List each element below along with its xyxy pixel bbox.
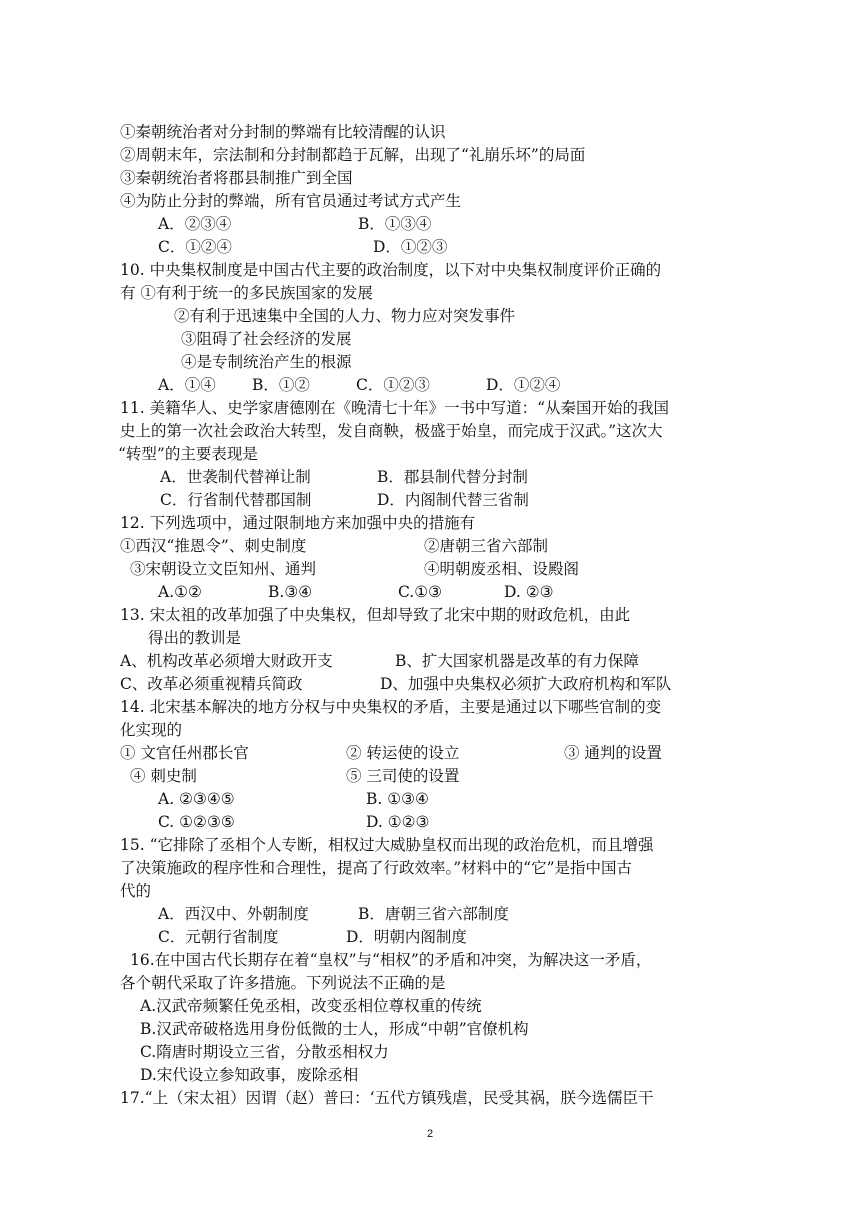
- text-line: C．行省制代替郡国制: [160, 491, 312, 509]
- text-line: D.宋代设立参知政事，废除丞相: [140, 1066, 359, 1084]
- text-line: ③阻碍了社会经济的发展: [181, 330, 352, 348]
- text-line: D. ①②③: [366, 813, 430, 831]
- text-line: A．②③④: [158, 215, 232, 233]
- text-line: ②周朝末年，宗法制和分封制都趋于瓦解，出现了“礼崩乐坏”的局面: [120, 146, 586, 164]
- text-line: 得出的教训是: [148, 629, 242, 647]
- text-line: D、加强中央集权必须扩大政府机构和军队: [380, 675, 672, 693]
- text-line: ⑤ 三司使的设置: [346, 767, 460, 785]
- text-line: ②有利于迅速集中全国的人力、物力应对突发事件: [174, 307, 516, 325]
- text-line: 11. 美籍华人、史学家唐德刚在《晚清七十年》一书中写道：“从秦国开始的我国: [120, 399, 670, 417]
- text-line: 17.“上（宋太祖）因谓（赵）普曰：‘五代方镇残虐，民受其祸，朕今选儒臣干: [120, 1089, 654, 1107]
- text-line: D. ②③: [504, 583, 554, 601]
- text-line: C．①②④: [158, 238, 232, 256]
- text-line: 16.在中国古代长期存在着“皇权”与“相权”的矛盾和冲突，为解决这一矛盾，: [130, 951, 652, 969]
- text-line: ③ 通判的设置: [564, 744, 662, 762]
- text-line: ② 转运使的设立: [346, 744, 460, 762]
- text-line: C．①②③: [356, 376, 430, 394]
- text-line: A．西汉中、外朝制度: [158, 905, 309, 923]
- text-line: ③秦朝统治者将郡县制推广到全国: [120, 169, 353, 187]
- text-line: ④是专制统治产生的根源: [181, 353, 352, 371]
- text-line: ①秦朝统治者对分封制的弊端有比较清醒的认识: [120, 123, 446, 141]
- text-line: ① 文官任州郡长官: [120, 744, 249, 762]
- text-line: D．①②④: [486, 376, 561, 394]
- text-line: A．世袭制代替禅让制: [160, 468, 311, 486]
- text-line: ①西汉“推恩令”、刺史制度: [120, 537, 307, 555]
- text-line: 化实现的: [120, 721, 183, 739]
- text-line: 了决策施政的程序性和合理性，提高了行政效率。”材料中的“它”是指中国古: [120, 859, 633, 877]
- text-line: ④为防止分封的弊端，所有官员通过考试方式产生: [120, 192, 462, 210]
- text-line: 各个朝代采取了许多措施。下列说法不正确的是: [120, 974, 446, 992]
- text-line: A. ②③④⑤: [158, 790, 235, 808]
- text-line: 代的: [120, 882, 152, 900]
- text-line: A.①②: [158, 583, 202, 601]
- text-line: C.隋唐时期设立三省，分散丞相权力: [140, 1043, 389, 1061]
- text-line: D．①②③: [373, 238, 448, 256]
- text-line: ④ 刺史制: [130, 767, 197, 785]
- text-line: D．内阁制代替三省制: [377, 491, 529, 509]
- text-line: 10. 中央集权制度是中国古代主要的政治制度，以下对中央集权制度评价正确的: [120, 261, 662, 279]
- text-line: B、扩大国家机器是改革的有力保障: [395, 652, 639, 670]
- text-line: A.汉武帝频繁任免丞相，改变丞相位尊权重的传统: [140, 997, 482, 1015]
- page-number: 2: [426, 1128, 434, 1140]
- text-line: C、改革必须重视精兵简政: [120, 675, 303, 693]
- text-line: B．唐朝三省六部制度: [358, 905, 509, 923]
- text-line: C. ①②③⑤: [158, 813, 235, 831]
- text-line: 14. 北宋基本解决的地方分权与中央集权的矛盾，主要是通过以下哪些官制的变: [120, 698, 662, 716]
- text-line: D．明朝内阁制度: [346, 928, 467, 946]
- text-line: ④明朝废丞相、设殿阁: [424, 560, 580, 578]
- text-line: B.③④: [268, 583, 313, 601]
- text-line: A．①④: [158, 376, 216, 394]
- text-line: B. ①③④: [366, 790, 429, 808]
- text-line: B．①③④: [358, 215, 432, 233]
- text-line: 15. “它排除了丞相个人专断，相权过大威胁皇权而出现的政治危机，而且增强: [120, 836, 654, 854]
- text-line: B．郡县制代替分封制: [377, 468, 528, 486]
- text-line: 史上的第一次社会政治大转型，发自商鞅，极盛于始皇，而完成于汉武。”这次大: [120, 422, 663, 440]
- text-line: B.汉武帝破格选用身份低微的士人，形成“中朝”官僚机构: [140, 1020, 529, 1038]
- text-line: ②唐朝三省六部制: [424, 537, 549, 555]
- text-line: “转型”的主要表现是: [118, 445, 258, 463]
- text-line: C．元朝行省制度: [158, 928, 279, 946]
- text-line: ③宋朝设立文臣知州、通判: [130, 560, 317, 578]
- text-line: C.①③: [398, 583, 443, 601]
- text-line: 12. 下列选项中，通过限制地方来加强中央的措施有: [120, 514, 476, 532]
- text-line: B．①②: [252, 376, 310, 394]
- text-line: 13. 宋太祖的改革加强了中央集权，但却导致了北宋中期的财政危机，由此: [120, 606, 631, 624]
- text-line: A、机构改革必须增大财政开支: [120, 652, 333, 670]
- text-line: 有 ①有利于统一的多民族国家的发展: [120, 284, 373, 302]
